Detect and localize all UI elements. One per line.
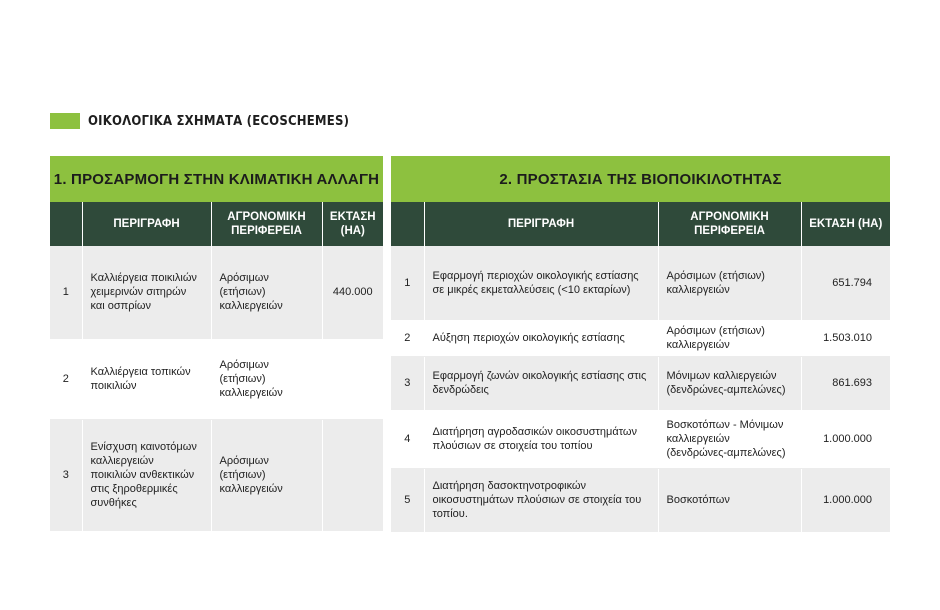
row-region: Αρόσιμων (ετήσιων) καλλιεργειών [658,246,801,320]
panel-2-title: 2. ΠΡΟΣΤΑΣΙΑ ΤΗΣ ΒΙΟΠΟΙΚΙΛΟΤΗΤΑΣ [391,156,890,202]
row-description: Ενίσχυση καινοτόμων καλλιεργειών ποικιλιών ανθεκτικών στις ξηροθερμικές συνθήκες [82,419,211,531]
biodiversity-table [391,202,890,533]
row-description: Αύξηση περιοχών οικολογικής εστίασης [424,320,658,356]
row-area: 651.794 [801,246,890,320]
section-title-text: ΟΙΚΟΛΟΓΙΚΑ ΣΧΗΜΑΤΑ (ECOSCHEMES) [88,113,350,129]
table-row [391,246,890,320]
row-area: 861.693 [801,356,890,410]
table-row [391,410,890,468]
table-row [391,468,890,532]
row-area [322,339,383,419]
row-number: 1 [50,246,82,339]
panel-1-title: 1. ΠΡΟΣΑΡΜΟΓΗ ΣΤΗΝ ΚΛΙΜΑΤΙΚΗ ΑΛΛΑΓΗ [50,156,383,202]
row-region: Μόνιμων καλλιεργειών (δενδρώνες-αμπελώνες) [658,356,801,410]
row-area: 1.503.010 [801,320,890,356]
row-number: 1 [391,246,424,320]
climate-adaptation-panel [50,156,383,532]
table-row [50,419,383,531]
column-header-number [391,202,424,246]
table-row [391,320,890,356]
row-number: 2 [50,339,82,419]
row-region: Αρόσιμων (ετήσιων) καλλιεργειών [211,246,322,339]
row-number: 2 [391,320,424,356]
row-area: 1.000.000 [801,410,890,468]
row-region: Βοσκοτόπων [658,468,801,532]
column-header-area: ΕΚΤΑΣΗ (HA) [801,202,890,246]
row-region: Αρόσιμων (ετήσιων) καλλιεργειών [658,320,801,356]
biodiversity-panel [391,156,890,533]
row-area: 440.000 [322,246,383,339]
row-area [322,419,383,531]
climate-adaptation-table [50,202,383,532]
column-header-description: ΠΕΡΙΓΡΑΦΗ [424,202,658,246]
table-header-row [391,202,890,246]
column-header-number [50,202,82,246]
column-header-region: ΑΓΡΟΝΟΜΙΚΗ ΠΕΡΙΦΕΡΕΙΑ [211,202,322,246]
row-region: Βοσκοτόπων - Μόνιμων καλλιεργειών (δενδρώνες-αμπελώνες) [658,410,801,468]
row-description: Διατήρηση δασοκτηνοτροφικών οικοσυστημάτων πλούσιων σε στοιχεία του τοπίου. [424,468,658,532]
column-header-region: ΑΓΡΟΝΟΜΙΚΗ ΠΕΡΙΦΕΡΕΙΑ [658,202,801,246]
row-description: Εφαρμογή περιοχών οικολογικής εστίασης σε μικρές εκμεταλλεύσεις (<10 εκταρίων) [424,246,658,320]
section-color-swatch [50,113,80,129]
row-region: Αρόσιμων (ετήσιων) καλλιεργειών [211,339,322,419]
column-header-description: ΠΕΡΙΓΡΑΦΗ [82,202,211,246]
table-row [391,356,890,410]
table-row [50,339,383,419]
row-region: Αρόσιμων (ετήσιων) καλλιεργειών [211,419,322,531]
row-number: 3 [50,419,82,531]
row-description: Καλλιέργεια ποικιλιών χειμερινών σιτηρών και οσπρίων [82,246,211,339]
row-area: 1.000.000 [801,468,890,532]
column-header-area: ΕΚΤΑΣΗ (HA) [322,202,383,246]
row-description: Καλλιέργεια τοπικών ποικιλιών [82,339,211,419]
row-description: Διατήρηση αγροδασικών οικοσυστημάτων πλούσιων σε στοιχεία του τοπίου [424,410,658,468]
row-description: Εφαρμογή ζωνών οικολογικής εστίασης στις δενδρώδεις [424,356,658,410]
row-number: 3 [391,356,424,410]
table-header-row [50,202,383,246]
table-row [50,246,383,339]
row-number: 4 [391,410,424,468]
row-number: 5 [391,468,424,532]
section-title [50,113,349,129]
